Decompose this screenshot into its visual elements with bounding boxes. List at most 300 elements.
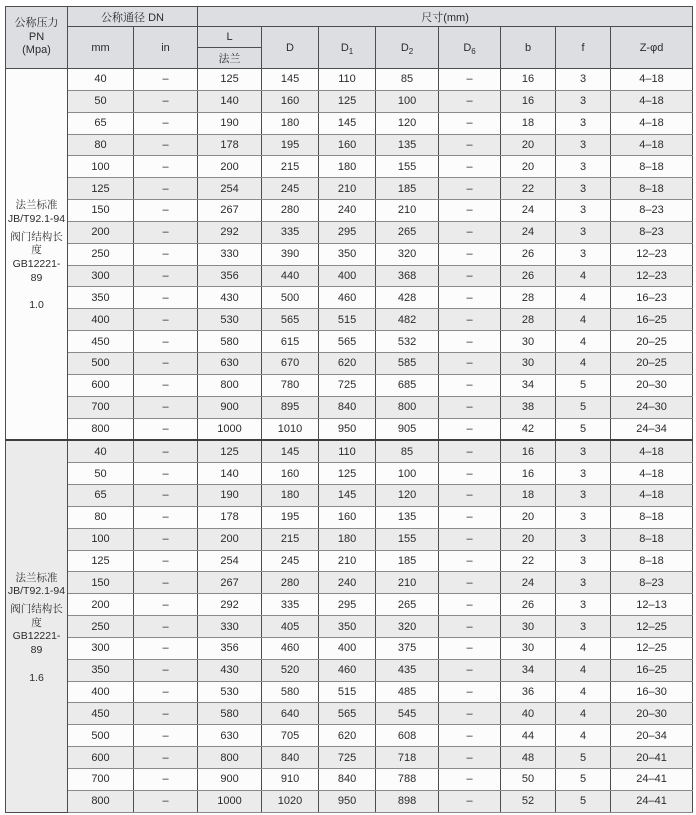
cell-b: 38: [501, 396, 556, 418]
cell-b: 16: [501, 69, 556, 91]
cell-D1: 400: [319, 265, 376, 287]
cell-D: 440: [262, 265, 319, 287]
cell-Zd: 8–18: [611, 528, 693, 550]
cell-D6: –: [439, 572, 501, 594]
cell-D2: 368: [376, 265, 439, 287]
cell-f: 3: [556, 156, 611, 178]
cell-mm: 80: [68, 506, 134, 528]
cell-in: –: [134, 790, 198, 812]
cell-D6: –: [439, 659, 501, 681]
cell-D: 160: [262, 463, 319, 485]
cell-D: 565: [262, 309, 319, 331]
cell-D: 245: [262, 550, 319, 572]
cell-D2: 585: [376, 352, 439, 374]
table-row: [6, 572, 693, 594]
cell-D2: 898: [376, 790, 439, 812]
cell-D1: 515: [319, 309, 376, 331]
cell-L: 580: [198, 703, 262, 725]
cell-L: 330: [198, 616, 262, 638]
cell-D: 145: [262, 69, 319, 91]
cell-D: 180: [262, 112, 319, 134]
cell-D: 160: [262, 90, 319, 112]
cell-D: 215: [262, 528, 319, 550]
cell-f: 5: [556, 418, 611, 440]
cell-D6: –: [439, 331, 501, 353]
cell-b: 40: [501, 703, 556, 725]
table-row: [6, 440, 693, 462]
cell-b: 48: [501, 747, 556, 769]
cell-L: 292: [198, 221, 262, 243]
cell-D2: 265: [376, 594, 439, 616]
cell-D2: 100: [376, 463, 439, 485]
cell-D2: 135: [376, 134, 439, 156]
cell-in: –: [134, 178, 198, 200]
cell-D: 280: [262, 572, 319, 594]
pn-value: 1.0: [29, 299, 44, 312]
cell-f: 3: [556, 506, 611, 528]
cell-D6: –: [439, 112, 501, 134]
cell-Zd: 8–18: [611, 550, 693, 572]
cell-Zd: 8–23: [611, 200, 693, 222]
table-row: [6, 594, 693, 616]
cell-D2: 485: [376, 681, 439, 703]
cell-D1: 240: [319, 572, 376, 594]
cell-D: 780: [262, 374, 319, 396]
pn-value: 1.6: [29, 671, 44, 684]
cell-b: 36: [501, 681, 556, 703]
cell-in: –: [134, 528, 198, 550]
cell-D1: 840: [319, 396, 376, 418]
cell-f: 4: [556, 265, 611, 287]
valve-length-standard-label: 阀门结构长度 GB12221-89: [10, 230, 63, 284]
cell-f: 3: [556, 112, 611, 134]
size-header: 尺寸(mm): [198, 7, 693, 27]
cell-in: –: [134, 616, 198, 638]
cell-Zd: 4–18: [611, 69, 693, 91]
cell-mm: 125: [68, 178, 134, 200]
cell-D1: 210: [319, 550, 376, 572]
cell-f: 3: [556, 90, 611, 112]
pressure-header-line: PN: [28, 30, 45, 43]
cell-D: 640: [262, 703, 319, 725]
cell-D1: 110: [319, 69, 376, 91]
cell-Zd: 12–23: [611, 243, 693, 265]
table-row: [6, 178, 693, 200]
cell-b: 28: [501, 287, 556, 309]
cell-D1: 950: [319, 418, 376, 440]
cell-in: –: [134, 550, 198, 572]
cell-L: 125: [198, 69, 262, 91]
cell-b: 16: [501, 463, 556, 485]
cell-b: 20: [501, 528, 556, 550]
cell-f: 5: [556, 396, 611, 418]
cell-D2: 265: [376, 221, 439, 243]
cell-f: 3: [556, 463, 611, 485]
cell-D6: –: [439, 265, 501, 287]
cell-D6: –: [439, 178, 501, 200]
cell-L: 900: [198, 396, 262, 418]
cell-Zd: 16–25: [611, 659, 693, 681]
cell-D1: 240: [319, 200, 376, 222]
cell-in: –: [134, 265, 198, 287]
cell-D: 195: [262, 134, 319, 156]
table-row: [6, 265, 693, 287]
cell-Zd: 20–30: [611, 703, 693, 725]
cell-b: 26: [501, 265, 556, 287]
cell-Zd: 16–30: [611, 681, 693, 703]
cell-f: 4: [556, 287, 611, 309]
cell-mm: 40: [68, 440, 134, 462]
cell-Zd: 8–18: [611, 156, 693, 178]
cell-D2: 718: [376, 747, 439, 769]
cell-D2: 482: [376, 309, 439, 331]
cell-Zd: 12–25: [611, 616, 693, 638]
cell-D6: –: [439, 352, 501, 374]
cell-Zd: 16–25: [611, 309, 693, 331]
cell-mm: 500: [68, 725, 134, 747]
cell-D: 895: [262, 396, 319, 418]
cell-D2: 788: [376, 769, 439, 791]
cell-f: 4: [556, 331, 611, 353]
cell-D6: –: [439, 463, 501, 485]
cell-mm: 700: [68, 769, 134, 791]
col-header-Zd: Z-φd: [611, 27, 693, 69]
cell-D: 1020: [262, 790, 319, 812]
cell-Zd: 20–30: [611, 374, 693, 396]
cell-D6: –: [439, 156, 501, 178]
cell-in: –: [134, 134, 198, 156]
cell-D: 840: [262, 747, 319, 769]
cell-mm: 500: [68, 352, 134, 374]
cell-D1: 620: [319, 352, 376, 374]
cell-D1: 160: [319, 134, 376, 156]
cell-D: 670: [262, 352, 319, 374]
col-header-D: D: [262, 27, 319, 69]
cell-Zd: 8–18: [611, 506, 693, 528]
cell-D1: 565: [319, 331, 376, 353]
cell-mm: 700: [68, 396, 134, 418]
cell-D: 705: [262, 725, 319, 747]
cell-mm: 450: [68, 331, 134, 353]
cell-b: 30: [501, 352, 556, 374]
cell-D: 520: [262, 659, 319, 681]
cell-b: 30: [501, 637, 556, 659]
cell-Zd: 20–41: [611, 747, 693, 769]
cell-in: –: [134, 594, 198, 616]
cell-D2: 320: [376, 243, 439, 265]
cell-Zd: 24–30: [611, 396, 693, 418]
table-row: [6, 309, 693, 331]
cell-Zd: 4–18: [611, 112, 693, 134]
cell-D2: 435: [376, 659, 439, 681]
cell-L: 630: [198, 725, 262, 747]
cell-D2: 375: [376, 637, 439, 659]
table-row: [6, 703, 693, 725]
cell-b: 24: [501, 221, 556, 243]
cell-D2: 185: [376, 550, 439, 572]
cell-D1: 180: [319, 528, 376, 550]
cell-f: 3: [556, 221, 611, 243]
cell-in: –: [134, 485, 198, 507]
cell-L: 800: [198, 747, 262, 769]
cell-D1: 460: [319, 659, 376, 681]
cell-mm: 125: [68, 550, 134, 572]
cell-D1: 515: [319, 681, 376, 703]
col-header-in: in: [134, 27, 198, 69]
cell-D: 580: [262, 681, 319, 703]
cell-in: –: [134, 769, 198, 791]
cell-mm: 250: [68, 243, 134, 265]
cell-mm: 200: [68, 221, 134, 243]
cell-f: 3: [556, 134, 611, 156]
cell-in: –: [134, 572, 198, 594]
table-body: [6, 69, 693, 813]
cell-b: 18: [501, 112, 556, 134]
cell-D: 335: [262, 221, 319, 243]
cell-D6: –: [439, 134, 501, 156]
cell-L: 200: [198, 156, 262, 178]
pressure-header-line: 公称压力: [14, 16, 59, 29]
cell-D1: 460: [319, 287, 376, 309]
cell-D1: 110: [319, 440, 376, 462]
cell-D6: –: [439, 221, 501, 243]
cell-mm: 400: [68, 309, 134, 331]
table-header: [6, 7, 693, 69]
cell-D6: –: [439, 90, 501, 112]
cell-L: 356: [198, 637, 262, 659]
cell-mm: 100: [68, 528, 134, 550]
cell-f: 3: [556, 243, 611, 265]
cell-in: –: [134, 396, 198, 418]
cell-D1: 350: [319, 616, 376, 638]
pressure-header-line: (Mpa): [22, 44, 51, 57]
cell-f: 3: [556, 485, 611, 507]
cell-b: 26: [501, 243, 556, 265]
cell-D: 910: [262, 769, 319, 791]
cell-in: –: [134, 747, 198, 769]
cell-D1: 295: [319, 221, 376, 243]
table-row: [6, 331, 693, 353]
cell-in: –: [134, 352, 198, 374]
cell-f: 5: [556, 374, 611, 396]
table-row: [6, 463, 693, 485]
cell-D1: 295: [319, 594, 376, 616]
cell-D2: 85: [376, 440, 439, 462]
cell-L: 267: [198, 200, 262, 222]
cell-L: 580: [198, 331, 262, 353]
cell-Zd: 12–13: [611, 594, 693, 616]
cell-b: 50: [501, 769, 556, 791]
cell-D6: –: [439, 396, 501, 418]
cell-mm: 800: [68, 790, 134, 812]
section-label: [6, 69, 68, 441]
cell-mm: 50: [68, 90, 134, 112]
cell-mm: 65: [68, 112, 134, 134]
table-row: [6, 396, 693, 418]
cell-mm: 40: [68, 69, 134, 91]
cell-D6: –: [439, 769, 501, 791]
cell-D1: 145: [319, 112, 376, 134]
cell-Zd: 12–25: [611, 637, 693, 659]
cell-Zd: 4–18: [611, 463, 693, 485]
table-row: [6, 725, 693, 747]
cell-f: 5: [556, 747, 611, 769]
table-row: [6, 90, 693, 112]
cell-D: 390: [262, 243, 319, 265]
table-row: [6, 550, 693, 572]
cell-D2: 800: [376, 396, 439, 418]
cell-L: 356: [198, 265, 262, 287]
cell-b: 24: [501, 200, 556, 222]
cell-D6: –: [439, 243, 501, 265]
cell-Zd: 20–25: [611, 331, 693, 353]
cell-L: 630: [198, 352, 262, 374]
cell-D: 1010: [262, 418, 319, 440]
col-header-f: f: [556, 27, 611, 69]
cell-Zd: 12–23: [611, 265, 693, 287]
cell-Zd: 24–41: [611, 790, 693, 812]
cell-D2: 210: [376, 572, 439, 594]
cell-mm: 450: [68, 703, 134, 725]
valve-length-standard-label: 阀门结构长度 GB12221-89: [10, 603, 63, 656]
cell-mm: 300: [68, 265, 134, 287]
cell-D2: 428: [376, 287, 439, 309]
cell-D2: 608: [376, 725, 439, 747]
cell-D2: 320: [376, 616, 439, 638]
cell-f: 4: [556, 352, 611, 374]
cell-D1: 840: [319, 769, 376, 791]
cell-f: 3: [556, 594, 611, 616]
col-header-D6: $D_6$: [439, 27, 501, 69]
cell-D6: –: [439, 703, 501, 725]
cell-Zd: 4–18: [611, 440, 693, 462]
cell-D6: –: [439, 440, 501, 462]
cell-D1: 125: [319, 90, 376, 112]
cell-mm: 350: [68, 659, 134, 681]
cell-D2: 532: [376, 331, 439, 353]
cell-b: 42: [501, 418, 556, 440]
cell-D1: 160: [319, 506, 376, 528]
cell-mm: 80: [68, 134, 134, 156]
cell-D: 615: [262, 331, 319, 353]
cell-mm: 250: [68, 616, 134, 638]
cell-D6: –: [439, 681, 501, 703]
cell-in: –: [134, 331, 198, 353]
cell-L: 900: [198, 769, 262, 791]
cell-f: 5: [556, 769, 611, 791]
cell-mm: 150: [68, 200, 134, 222]
pressure-header: [6, 7, 68, 69]
cell-in: –: [134, 287, 198, 309]
cell-D2: 545: [376, 703, 439, 725]
cell-L: 430: [198, 659, 262, 681]
cell-in: –: [134, 69, 198, 91]
cell-b: 20: [501, 506, 556, 528]
cell-D2: 120: [376, 485, 439, 507]
cell-D2: 685: [376, 374, 439, 396]
cell-in: –: [134, 243, 198, 265]
cell-b: 22: [501, 178, 556, 200]
cell-D2: 905: [376, 418, 439, 440]
cell-in: –: [134, 112, 198, 134]
cell-in: –: [134, 374, 198, 396]
cell-f: 3: [556, 616, 611, 638]
cell-Zd: 8–18: [611, 178, 693, 200]
cell-b: 20: [501, 156, 556, 178]
cell-L: 1000: [198, 418, 262, 440]
cell-D2: 155: [376, 156, 439, 178]
col-header-L-flange: 法兰: [198, 48, 262, 69]
cell-b: 16: [501, 440, 556, 462]
cell-mm: 200: [68, 594, 134, 616]
cell-f: 4: [556, 659, 611, 681]
cell-b: 44: [501, 725, 556, 747]
table-row: [6, 747, 693, 769]
cell-in: –: [134, 703, 198, 725]
dn-header: 公称通径 DN: [68, 7, 198, 27]
cell-f: 3: [556, 69, 611, 91]
cell-b: 52: [501, 790, 556, 812]
cell-D6: –: [439, 69, 501, 91]
cell-Zd: 20–25: [611, 352, 693, 374]
cell-D: 180: [262, 485, 319, 507]
table-row: [6, 790, 693, 812]
table-row: [6, 637, 693, 659]
cell-D1: 350: [319, 243, 376, 265]
cell-f: 3: [556, 440, 611, 462]
table-row: [6, 221, 693, 243]
cell-D: 245: [262, 178, 319, 200]
cell-D1: 125: [319, 463, 376, 485]
cell-L: 200: [198, 528, 262, 550]
cell-D: 145: [262, 440, 319, 462]
cell-Zd: 8–23: [611, 221, 693, 243]
cell-D6: –: [439, 550, 501, 572]
cell-b: 34: [501, 374, 556, 396]
cell-D1: 565: [319, 703, 376, 725]
cell-D: 215: [262, 156, 319, 178]
section-label: [6, 440, 68, 812]
cell-D6: –: [439, 637, 501, 659]
cell-D1: 180: [319, 156, 376, 178]
cell-b: 30: [501, 331, 556, 353]
col-header-D2: $D_2$: [376, 27, 439, 69]
cell-mm: 350: [68, 287, 134, 309]
cell-in: –: [134, 637, 198, 659]
cell-mm: 65: [68, 485, 134, 507]
cell-L: 430: [198, 287, 262, 309]
cell-f: 4: [556, 309, 611, 331]
table-row: [6, 418, 693, 440]
cell-L: 530: [198, 309, 262, 331]
cell-in: –: [134, 418, 198, 440]
cell-D6: –: [439, 528, 501, 550]
col-header-mm: mm: [68, 27, 134, 69]
cell-D6: –: [439, 747, 501, 769]
cell-f: 4: [556, 725, 611, 747]
cell-in: –: [134, 659, 198, 681]
cell-in: –: [134, 221, 198, 243]
cell-L: 254: [198, 178, 262, 200]
cell-in: –: [134, 309, 198, 331]
cell-D: 335: [262, 594, 319, 616]
cell-D6: –: [439, 725, 501, 747]
col-header-b: b: [501, 27, 556, 69]
cell-f: 3: [556, 550, 611, 572]
cell-D1: 145: [319, 485, 376, 507]
table-row: [6, 69, 693, 91]
cell-f: 4: [556, 703, 611, 725]
